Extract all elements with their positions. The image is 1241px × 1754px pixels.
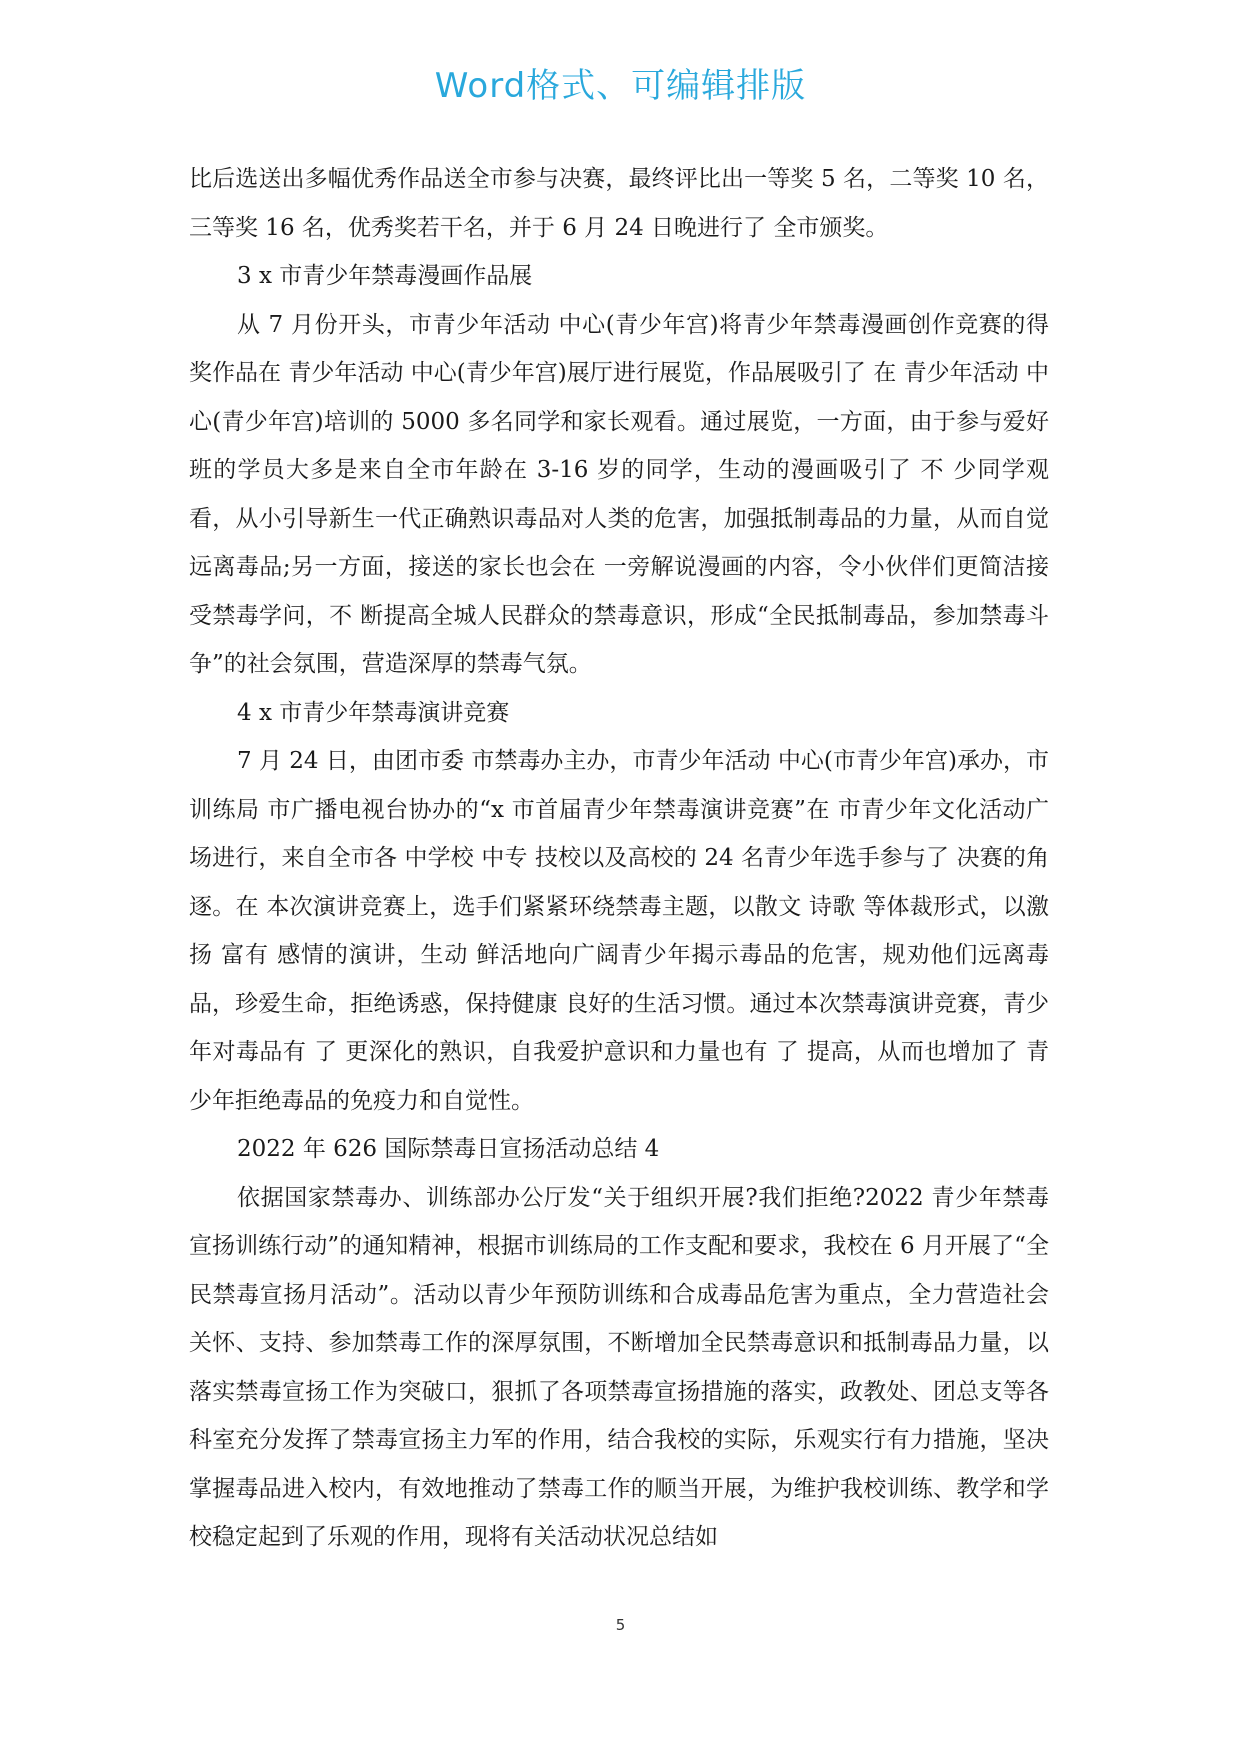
paragraph-exhibition: 从 7 月份开头，市青少年活动 中心(青少年宫)将青少年禁毒漫画创作竞赛的得奖作品在 青少年活动 中心(青少年宫)展厅进行展览，作品展吸引了 在 青少年活动 中心(青少年宫)培训的 5000 多名同学和家长观看。通过展览，一方面，由于参与爱好班的学员大多是来自全市年龄在 3-16 岁的同学，生动的漫画吸引了 不 少同学观看，从小引导新生一代正确熟识毒品对人类的危害，加强抵制毒品的力量，从而自觉远离毒品;另一方面，接送的家长也会在 一旁解说漫画的内容，令小伙伴们更简洁接受禁毒学问，不 断提高全城人民群众的禁毒意识，形成“全民抵制毒品，参加禁毒斗争”的社会氛围，营造深厚的禁毒气氛。 (189, 311, 1049, 677)
section-heading-summary-4: 2022 年 626 国际禁毒日宣扬活动总结 4 (237, 1136, 660, 1162)
paragraph-speech-contest: 7 月 24 日，由团市委 市禁毒办主办，市青少年活动 中心(市青少年宫)承办，市训练局 市广播电视台协办的“x 市首届青少年禁毒演讲竞赛”在 市青少年文化活动广场进行，来自全市各 中学校 中专 技校以及高校的 24 名青少年选手参与了 决赛的角逐。在 本次演讲竞赛上，选手们紧紧环绕禁毒主题，以散文 诗歌 等体裁形式，以激扬 富有 感情的演讲，生动 鲜活地向广阔青少年揭示毒品的危害，规劝他们远离毒品，珍爱生命，拒绝诱惑，保持健康 良好的生活习惯。通过本次禁毒演讲竞赛，青少年对毒品有 了 更深化的熟识，自我爱护意识和力量也有 了 提高，从而也增加了 青少年拒绝毒品的免疫力和自觉性。 (189, 748, 1049, 1114)
section-heading-4: 4 x 市青少年禁毒演讲竞赛 (237, 699, 510, 726)
paragraph-summary-intro: 依据国家禁毒办、训练部办公厅发“关于组织开展?我们拒绝?2022 青少年禁毒宣扬训练行动”的通知精神，根据市训练局的工作支配和要求，我校在 6 月开展了“全民禁毒宣扬月活动”。活动以青少年预防训练和合成毒品危害为重点，全力营造社会关怀、支持、参加禁毒工作的深厚氛围，不断增加全民禁毒意识和抵制毒品力量，以落实禁毒宣扬工作为突破口，狠抓了各项禁毒宣扬措施的落实，政教处、团总支等各科室充分发挥了禁毒宣扬主力军的作用，结合我校的实际，乐观实行有力措施，坚决掌握毒品进入校内，有效地推动了禁毒工作的顺当开展，为维护我校训练、教学和学校稳定起到了乐观的作用，现将有关活动状况总结如 (189, 1184, 1049, 1550)
section-heading-3: 3 x 市青少年禁毒漫画作品展 (237, 263, 533, 289)
document-header-title: Word格式、可编辑排版 (434, 66, 807, 106)
document-body (189, 155, 1049, 1562)
paragraph-1: 比后选送出多幅优秀作品送全市参与决赛，最终评比出一等奖 5 名，二等奖 10 名，三等奖 16 名，优秀奖若干名，并于 6 月 24 日晚进行了 全市颁奖。 (189, 166, 1049, 241)
page-number: 5 (615, 1616, 626, 1634)
